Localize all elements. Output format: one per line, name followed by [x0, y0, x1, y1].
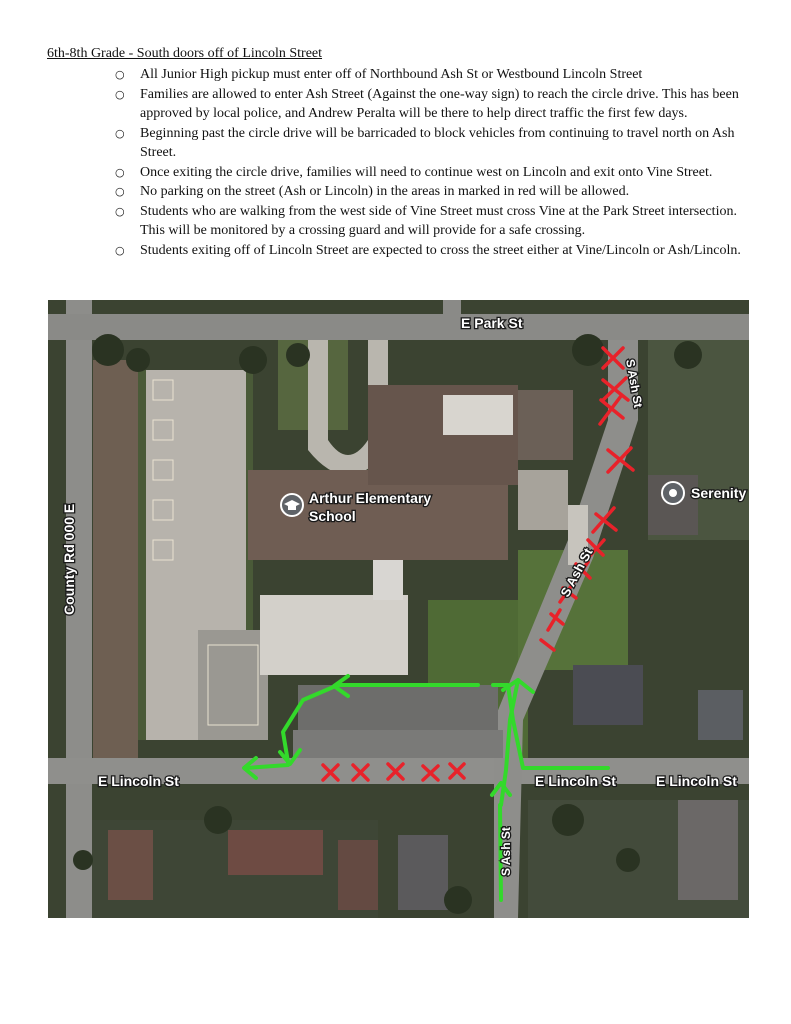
list-item: ○ Once exiting the circle drive, families will need to continue west on Lincoln and exit onto Vine Street. — [115, 163, 755, 183]
place-pin-icon — [662, 482, 684, 504]
list-item: ○ No parking on the street (Ash or Lincoln) in the areas in marked in red will be allowed. — [115, 182, 755, 202]
graduation-cap-pin-icon — [281, 494, 303, 516]
street-label-ash-north: S Ash St — [623, 358, 646, 409]
instruction-list — [115, 65, 755, 260]
page-heading: 6th-8th Grade - South doors off of Lincoln Street — [47, 46, 323, 61]
street-label-lincoln-west: E Lincoln St — [98, 773, 179, 789]
street-label-park: E Park St — [461, 315, 523, 331]
street-label-county-road: County Rd 000 E — [61, 503, 77, 615]
list-item: ○ Families are allowed to enter Ash Street (Against the one-way sign) to reach the circle drive. This has been approved by local police, and Andrew Peralta will be there to help direct traffic the first few days. — [115, 85, 755, 124]
street-label-ash-mid: S Ash St — [557, 545, 596, 600]
list-item: ○ All Junior High pickup must enter off of Northbound Ash St or Westbound Lincoln Street — [115, 65, 755, 85]
aerial-map — [48, 300, 749, 918]
street-label-lincoln-east: E Lincoln St — [656, 773, 737, 789]
place-label-school-line1: Arthur Elementary — [309, 490, 432, 506]
list-item: ○ Beginning past the circle drive will be barricaded to block vehicles from continuing to travel north on Ash Street. — [115, 124, 755, 163]
place-label-serenity: Serenity — [691, 485, 747, 501]
street-label-ash-south: S Ash St — [499, 827, 513, 876]
place-label-school-line2: School — [309, 508, 356, 524]
list-item: ○ Students exiting off of Lincoln Street are expected to cross the street either at Vine/Lincoln or Ash/Lincoln. — [115, 241, 755, 261]
street-label-lincoln-mid: E Lincoln St — [535, 773, 616, 789]
list-item: ○ Students who are walking from the west side of Vine Street must cross Vine at the Park Street intersection. This will be monitored by a crossing guard and will provide for a safe crossing. — [115, 202, 755, 241]
